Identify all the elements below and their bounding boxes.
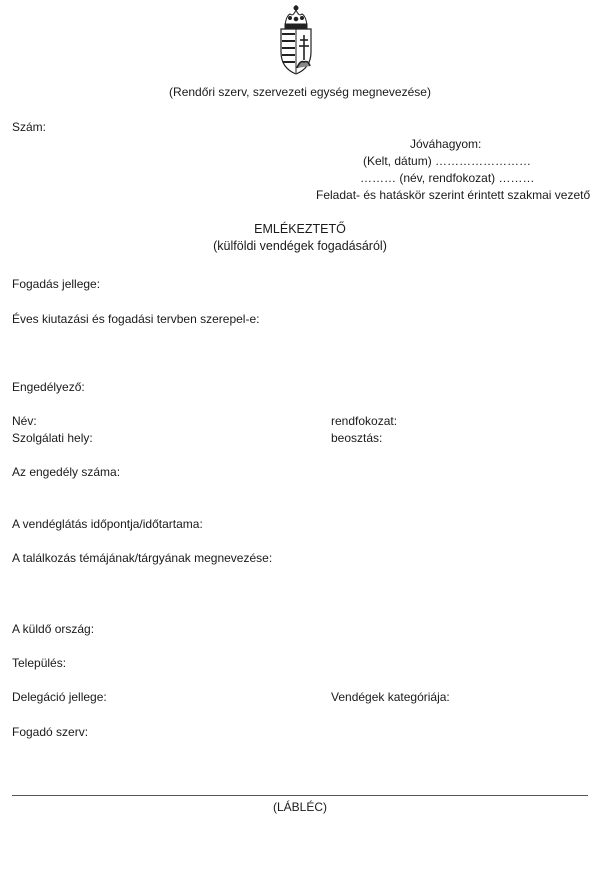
footer-label: (LÁBLÉC) <box>272 800 328 814</box>
approval-date-line: (Kelt, dátum) …………………… <box>363 154 532 168</box>
approval-name-line: ……… (név, rendfokozat) ……… <box>360 171 535 185</box>
name-label: Név: <box>12 414 37 428</box>
guest-category-label: Vendégek kategóriája: <box>331 690 450 704</box>
document-title: EMLÉKEZTETŐ <box>254 222 346 236</box>
rank-label: rendfokozat: <box>331 414 398 428</box>
hospitality-time-label: A vendéglátás időpontja/időtartama: <box>12 517 203 531</box>
meeting-topic-label: A találkozás témájának/tárgyának megnevezése: <box>12 551 273 565</box>
annual-plan-label: Éves kiutazási és fogadási tervben szerepel-e: <box>12 312 260 326</box>
approval-title: Jóváhagyom: <box>410 137 482 151</box>
permit-number-label: Az engedély száma: <box>12 465 121 479</box>
document-subtitle: (külföldi vendégek fogadásáról) <box>213 239 387 253</box>
coat-of-arms-icon <box>276 4 316 76</box>
number-label: Szám: <box>12 120 47 134</box>
reception-type-label: Fogadás jellege: <box>12 277 101 291</box>
footer-divider <box>12 795 588 796</box>
delegation-type-label: Delegáció jellege: <box>12 690 107 704</box>
approval-role-line: Feladat- és hatáskör szerint érintett szakmai vezető <box>316 188 591 202</box>
workplace-label: Szolgálati hely: <box>12 431 93 445</box>
settlement-label: Település: <box>12 656 67 670</box>
position-label: beosztás: <box>331 431 383 445</box>
host-org-label: Fogadó szerv: <box>12 725 89 739</box>
sending-country-label: A küldő ország: <box>12 622 95 636</box>
organization-name: (Rendőri szerv, szervezeti egység megnevezése) <box>169 85 431 99</box>
approver-label: Engedélyező: <box>12 380 85 394</box>
